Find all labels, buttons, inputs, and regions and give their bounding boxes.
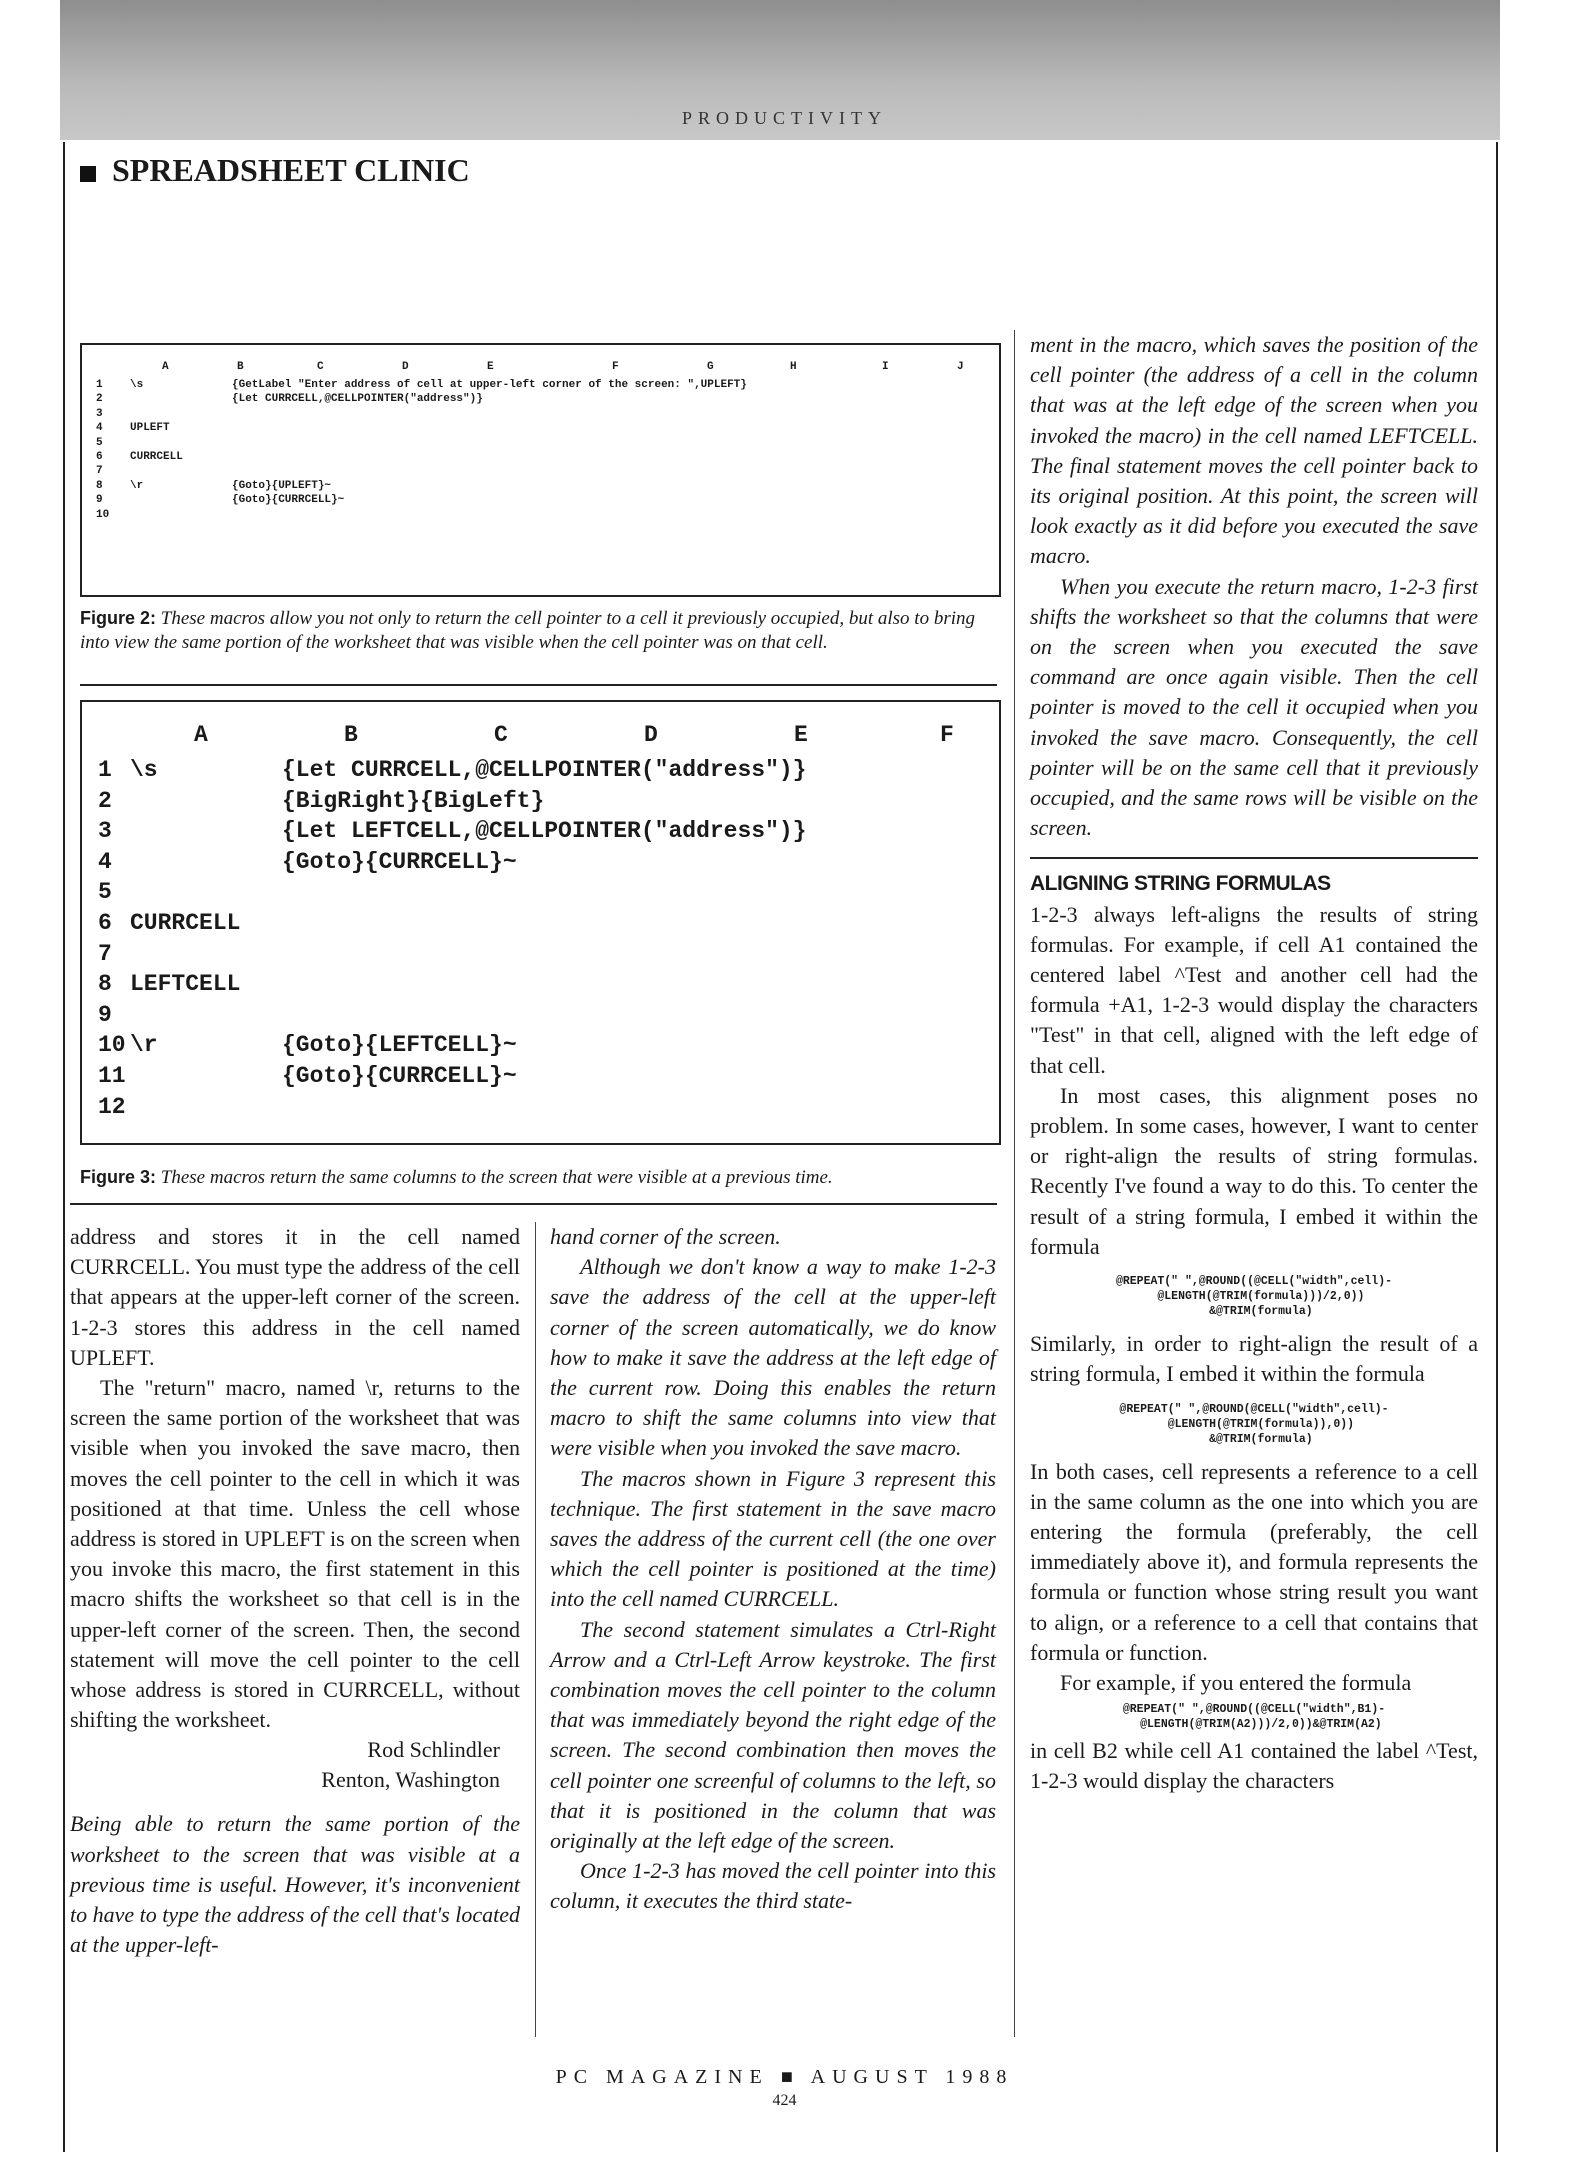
figure-2-label: Figure 2:	[80, 608, 157, 628]
cell-value: {Let LEFTCELL,@CELLPOINTER("address")}	[282, 818, 807, 845]
column-header: E	[487, 361, 494, 373]
row-number: 8	[98, 971, 112, 998]
row-number: 3	[98, 818, 112, 845]
row-number: 11	[98, 1063, 126, 1089]
paragraph: address and stores it in the cell named CURRCELL. You must type the address of the cell that appears at the upper-left corner of the screen. 1-2-3 stores this address in the cell named UPLEFT.	[70, 1224, 520, 1370]
column-header: H	[790, 361, 797, 373]
section-heading: ALIGNING STRING FORMULAS	[1030, 872, 1331, 896]
cell-value: LEFTCELL	[130, 971, 241, 998]
row-number: 2	[96, 393, 103, 406]
paragraph: hand corner of the screen.	[550, 1224, 781, 1249]
formula-code: @REPEAT(" ",@ROUND((@CELL("width",cell)- @LENGTH(@TRIM(formula)))/2,0)) &@TRIM(formula)	[1115, 1275, 1393, 1319]
signature-place: Renton, Washington	[321, 1767, 500, 1793]
cell-value: {Goto}{UPLEFT}~	[232, 479, 332, 492]
row-number: 3	[96, 407, 103, 420]
row-number: 6	[98, 910, 112, 936]
paragraph: In both cases, cell represents a reference to a cell in the same column as the one into which you are entering the formula (preferably, the cell immediately above it), and formula represents the formula or function whose string result you want to align, or a reference to a cell that contains that formula or function.	[1030, 1458, 1478, 1665]
article-column-1	[70, 1222, 520, 1960]
row-number: 8	[96, 479, 103, 492]
paragraph: in cell B2 while cell A1 contained the label ^Test, 1-2-3 would display the characters	[1030, 1738, 1478, 1794]
column-header: B	[237, 361, 244, 373]
column-header: F	[940, 722, 954, 748]
right-rule	[1496, 142, 1498, 2152]
column-separator	[1014, 330, 1015, 2037]
paragraph: ment in the macro, which saves the position of the cell pointer (the address of a cell in the column that was at the left edge of the screen when you invoked the macro) in the cell named LEFTCELL. The final statement moves the cell pointer back to its original position. At this point, the screen will look exactly as it did before you executed the save macro.	[1030, 332, 1478, 569]
row-number: 6	[96, 451, 103, 463]
column-header: C	[317, 361, 324, 373]
section-label: PRODUCTIVITY	[682, 108, 887, 128]
cell-value: \s	[130, 379, 144, 391]
paragraph: Although we don't know a way to make 1-2-3 save the address of the cell at the upper-left corner of the screen automatically, we do know how to make it save the address at the left edge of the current row. Doing this enables the return macro to shift the same columns into view that were visible when you invoked the save macro.	[550, 1254, 996, 1461]
row-number: 4	[96, 422, 103, 435]
divider	[80, 684, 997, 686]
column-header: F	[612, 361, 619, 373]
paragraph: Once 1-2-3 has moved the cell pointer into this column, it executes the third state-	[550, 1858, 996, 1914]
column-header: G	[707, 361, 714, 373]
paragraph: For example, if you entered the formula	[1060, 1669, 1412, 1695]
column-header: C	[494, 722, 508, 748]
figure-2-caption	[80, 606, 997, 655]
cell-value: {Goto}{CURRCELL}~	[232, 494, 345, 507]
figure-2-spreadsheet	[80, 343, 1001, 597]
column-header: D	[644, 722, 658, 748]
page-title-text: SPREADSHEET CLINIC	[112, 152, 470, 188]
cell-value: \r	[130, 479, 144, 492]
row-number: 4	[98, 848, 112, 875]
figure-3-caption	[80, 1165, 997, 1190]
formula-code: @REPEAT(" ",@ROUND((@CELL("width",B1)- @LENGTH(@TRIM(A2)))/2,0))&@TRIM(A2)	[1122, 1703, 1386, 1732]
cell-value: CURRCELL	[130, 910, 241, 936]
page-number: 424	[772, 2092, 797, 2109]
column-header: B	[344, 722, 358, 748]
column-header: J	[957, 361, 964, 373]
cell-value: {Let CURRCELL,@CELLPOINTER("address")}	[282, 757, 807, 783]
figure-3-caption-text: These macros return the same columns to the screen that were visible at a previous time.	[160, 1167, 833, 1188]
row-number: 9	[96, 494, 103, 507]
signature	[70, 1735, 520, 1795]
column-header: A	[162, 361, 169, 373]
cell-value: CURRCELL	[130, 451, 183, 463]
row-number: 10	[98, 1032, 126, 1059]
column-header: I	[882, 361, 889, 373]
left-rule	[63, 142, 65, 2152]
cell-value: {Let CURRCELL,@CELLPOINTER("address")}	[232, 393, 483, 406]
figure-3-spreadsheet	[80, 700, 1001, 1145]
row-number: 1	[96, 379, 103, 391]
footer-masthead: PC MAGAZINE ■ AUGUST 1988	[555, 2066, 1014, 2088]
divider	[70, 1203, 997, 1205]
column-header: A	[194, 722, 208, 748]
figure-3-label: Figure 3:	[80, 1167, 157, 1187]
cell-value: {Goto}{CURRCELL}~	[282, 1063, 517, 1089]
column-header: E	[794, 722, 808, 748]
article-column-3	[1030, 330, 1478, 1797]
article-column-2	[550, 1222, 996, 1917]
figure-2-caption-text: These macros allow you not only to return the cell pointer to a cell it previously occupied, but also to bring into view the same portion of the worksheet that was visible when the cell pointer was on that cell.	[80, 608, 976, 653]
cell-value: \s	[130, 757, 158, 783]
cell-value: {Goto}{CURRCELL}~	[282, 848, 517, 875]
row-number: 7	[98, 940, 112, 967]
row-number: 9	[98, 1001, 112, 1028]
row-number: 2	[98, 787, 112, 814]
paragraph: The second statement simulates a Ctrl-Right Arrow and a Ctrl-Left Arrow keystroke. The first combination moves the cell pointer to the column that was immediately beyond the right edge of the screen. The second combination then moves the cell pointer one screenful of columns to the left, so that it is positioned in the column that was originally at the left edge of the screen.	[550, 1616, 996, 1854]
paragraph: In most cases, this alignment poses no problem. In some cases, however, I want to center or right-align the results of string formulas. Recently I've found a way to do this. To center the result of a string formula, I embed it within the formula	[1030, 1082, 1478, 1259]
paragraph: Similarly, in order to right-align the result of a string formula, I embed it within the formula	[1030, 1331, 1478, 1387]
paragraph: The macros shown in Figure 3 represent this technique. The first statement in the save macro saves the address of the current cell (the one over which the cell pointer is positioned at the time) into the cell named CURRCELL.	[550, 1465, 996, 1612]
column-separator	[535, 1222, 536, 2037]
row-number: 1	[98, 757, 112, 783]
row-number: 12	[98, 1093, 126, 1120]
cell-value: {GetLabel "Enter address of cell at upper-left corner of the screen: ",UPLEFT}	[232, 379, 747, 391]
signature-name: Rod Schlindler	[367, 1737, 500, 1763]
editor-reply: Being able to return the same portion of the worksheet to the screen that was visible at a previous time is useful. However, it's inconvenient to have to type the address of the cell that's located at the upper-left-	[70, 1811, 520, 1958]
divider	[1030, 857, 1478, 859]
column-header: D	[402, 361, 409, 373]
formula-code: @REPEAT(" ",@ROUND(@CELL("width",cell)- @LENGTH(@TRIM(formula)),0)) &@TRIM(formula)	[1119, 1402, 1389, 1446]
row-number: 10	[96, 508, 110, 521]
page-title	[80, 152, 470, 189]
cell-value: {Goto}{LEFTCELL}~	[282, 1032, 517, 1059]
paragraph: 1-2-3 always left-aligns the results of string formulas. For example, if cell A1 contained the centered label ^Test and another cell had the formula +A1, 1-2-3 would display the characters "Test" in that cell, aligned with the left edge of that cell.	[1030, 901, 1478, 1078]
row-number: 5	[98, 879, 112, 906]
cell-value: {BigRight}{BigLeft}	[282, 787, 545, 814]
row-number: 7	[96, 465, 103, 478]
cell-value: UPLEFT	[130, 422, 170, 435]
paragraph: The "return" macro, named \r, returns to the screen the same portion of the worksheet that was visible when you invoked the save macro, then moves the cell pointer to the cell in which it was positioned at that time. Unless the cell whose address is stored in UPLEFT is on the screen when you invoke this macro, the first statement in this macro shifts the worksheet so that cell is in the upper-left corner of the screen. Then, the second statement will move the cell pointer to the cell whose address is stored in CURRCELL, without shifting the worksheet.	[70, 1375, 520, 1733]
cell-value: \r	[130, 1032, 158, 1059]
paragraph: When you execute the return macro, 1-2-3 first shifts the worksheet so that the columns that were on the screen when you executed the save command are once again visible. Then the cell pointer is moved to the cell it occupied when you invoked the save macro. Consequently, the cell pointer will be on the same cell that it previously occupied, and the same rows will be visible on the screen.	[1030, 573, 1478, 841]
bullet-square-icon	[80, 166, 96, 182]
row-number: 5	[96, 436, 103, 449]
